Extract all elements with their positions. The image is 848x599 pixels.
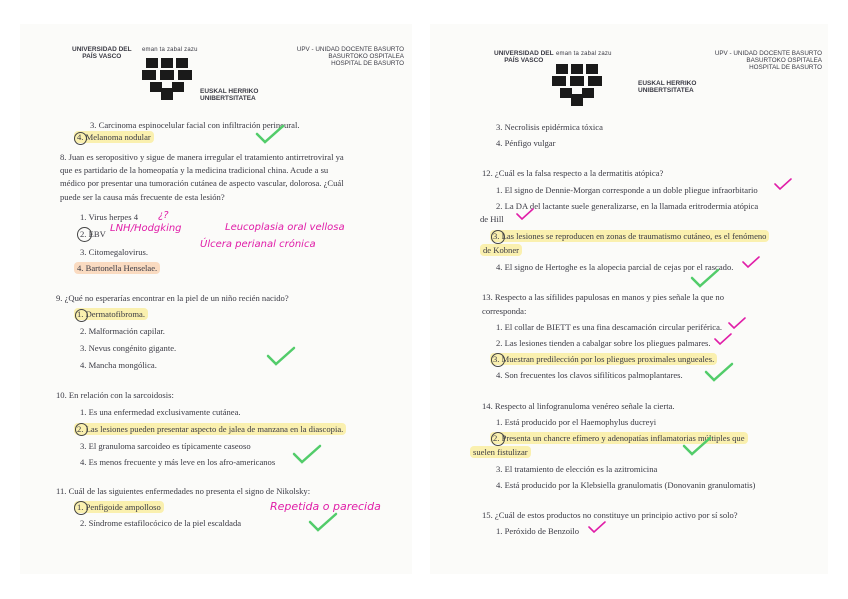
question-line: 14. Respecto al linfogranuloma venéreo señale la cierta.: [482, 401, 675, 411]
answer-highlighted: suelen fistulizar: [470, 447, 531, 458]
answer-option: 1. El signo de Dennie-Morgan corresponde a un doble pliegue infraorbitario: [496, 185, 758, 195]
university-name-es: UNIVERSIDAD DEL PAÍS VASCO: [72, 46, 132, 60]
answer-circle: [491, 353, 505, 367]
university-motto: eman ta zabal zazu: [142, 47, 198, 53]
checkmark-icon: [266, 346, 296, 366]
question-line: 10. En relación con la sarcoidosis:: [56, 390, 174, 400]
answer-option: 2. Las lesiones tienden a cabalgar sobre los pliegues palmares.: [496, 338, 711, 348]
question-line: 3. Carcinoma espinocelular facial con infiltración perineural.: [90, 120, 300, 130]
university-name-eu: EUSKAL HERRIKO UNIBERTSITATEA: [200, 88, 259, 102]
question-line: puede ser la causa más frecuente de esta lesión?: [60, 192, 225, 202]
answer-option: 2. Malformación capilar.: [80, 326, 165, 336]
university-name-eu: EUSKAL HERRIKO UNIBERTSITATEA: [638, 80, 697, 94]
answer-option-continued: de Hill: [480, 214, 504, 224]
university-motto: eman ta zabal zazu: [556, 51, 612, 57]
answer-highlighted: 4. Melanoma nodular: [74, 132, 154, 143]
question-line: 8. Juan es seropositivo y sigue de manera irregular el tratamiento antirretroviral ya: [60, 152, 344, 162]
answer-option: 1. El collar de BIETT es una fina descamación circular periférica.: [496, 322, 723, 332]
question-line: 9. ¿Qué no esperarías encontrar en la piel de un niño recién nacido?: [56, 293, 289, 303]
answer-option: 3. Citomegalovirus.: [80, 247, 149, 257]
answer-circle: [491, 230, 505, 244]
handwritten-note: Repetida o parecida: [270, 500, 381, 513]
question-line: 15. ¿Cuál de estos productos no constituye un principio activo por sí solo?: [482, 510, 738, 520]
pink-checkmark-icon: [588, 521, 606, 533]
answer-option: 3. Nevus congénito gigante.: [80, 343, 177, 353]
answer-highlighted: 3. Muestran predilección por los pliegues proximales ungueales.: [490, 354, 717, 365]
handwritten-note: LNH/Hodgking: [110, 223, 182, 234]
answer-highlighted: 3. Las lesiones se reproducen en zonas de traumatismo cutáneo, es el fenómeno: [490, 231, 769, 242]
checkmark-icon: [690, 268, 720, 288]
answer-option: 2. EBV: [80, 229, 106, 239]
question-line: corresponda:: [482, 306, 527, 316]
handwritten-note: ¿?: [158, 210, 169, 221]
checkmark-icon: [255, 124, 285, 144]
answer-circle: [75, 309, 88, 322]
answer-highlighted: 2. Las lesiones pueden presentar aspecto de jalea de manzana en la diascopia.: [74, 424, 346, 435]
checkmark-icon: [292, 444, 322, 464]
answer-option: 2. Síndrome estafilocócico de la piel escaldada: [80, 518, 242, 528]
university-emblem-icon: [552, 62, 602, 106]
checkmark-icon: [308, 512, 338, 532]
pink-checkmark-icon: [516, 208, 534, 220]
answer-highlighted: 2. Presenta un chancre efímero y adenopatías inflamatorias múltiples que: [490, 433, 748, 444]
pink-checkmark-icon: [742, 256, 760, 268]
answer-option: 4. El signo de Hertoghe es la alopecia parcial de cejas por el rascado.: [496, 262, 734, 272]
answer-circle: [74, 132, 87, 145]
answer-option: 3. Necrolisis epidérmica tóxica: [496, 122, 603, 132]
answer-highlighted: 1. Dermatofibroma.: [74, 309, 148, 320]
pink-checkmark-icon: [774, 178, 792, 190]
answer-circle: [77, 227, 92, 242]
answer-option: 3. El granuloma sarcoideo es típicamente caseoso: [80, 441, 251, 451]
answer-option: 4. Son frecuentes los clavos sifilíticos palmoplantares.: [496, 370, 683, 380]
handwritten-note: Leucoplasia oral vellosa: [225, 222, 345, 233]
pink-checkmark-icon: [728, 317, 746, 329]
answer-option: 1. Está producido por el Haemophylus ducreyi: [496, 417, 657, 427]
teaching-unit: UPV - UNIDAD DOCENTE BASURTO BASURTOKO OSPITALEA HOSPITAL DE BASURTO: [714, 50, 822, 71]
question-line: 11. Cuál de las siguientes enfermedades no presenta el signo de Nikolsky:: [56, 486, 311, 496]
exam-page-left: [20, 24, 412, 574]
university-emblem-icon: [142, 56, 192, 100]
answer-circle: [491, 432, 505, 446]
handwritten-note: Úlcera perianal crónica: [200, 239, 316, 250]
checkmark-icon: [704, 362, 734, 382]
answer-option: 4. Está producido por la Klebsiella granulomatis (Donovanin granulomatis): [496, 480, 756, 490]
answer-option: 1. Es una enfermedad exclusivamente cutánea.: [80, 407, 241, 417]
pink-checkmark-icon: [714, 333, 732, 345]
exam-page-right: [430, 24, 828, 574]
answer-option: 4. Es menos frecuente y más leve en los afro-americanos: [80, 457, 276, 467]
answer-option: 1. Virus herpes 4: [80, 212, 139, 222]
answer-option: 3. El tratamiento de elección es la azitromicina: [496, 464, 658, 474]
answer-highlighted: 1. Penfigoide ampolloso: [74, 502, 164, 513]
teaching-unit: UPV - UNIDAD DOCENTE BASURTO BASURTOKO OSPITALEA HOSPITAL DE BASURTO: [296, 46, 404, 67]
answer-circle: [75, 423, 88, 436]
question-line: 13. Respecto a las sífilides papulosas en manos y pies señale la que no: [482, 292, 725, 302]
question-line: 12. ¿Cuál es la falsa respecto a la dermatitis atópica?: [482, 168, 664, 178]
question-line: médico por presentar una tumoración cutánea de aspecto vascular, dolorosa. ¿Cuál: [60, 178, 344, 188]
answer-option: 2. La DA del lactante suele generalizarse, en la llamada eritrodermia atópica: [496, 201, 759, 211]
university-name-es: UNIVERSIDAD DEL PAÍS VASCO: [494, 50, 554, 64]
answer-option: 1. Peróxido de Benzoilo: [496, 526, 580, 536]
answer-option: 4. Pénfigo vulgar: [496, 138, 556, 148]
answer-highlighted: de Kobner: [480, 245, 522, 256]
checkmark-icon: [682, 436, 712, 456]
question-line: que es partidario de la homeopatía y la medicina tradicional china. Acude a su: [60, 165, 329, 175]
answer-highlighted: 4. Bartonella Henselae.: [74, 263, 160, 274]
answer-circle: [74, 501, 88, 515]
answer-option: 4. Mancha mongólica.: [80, 360, 157, 370]
